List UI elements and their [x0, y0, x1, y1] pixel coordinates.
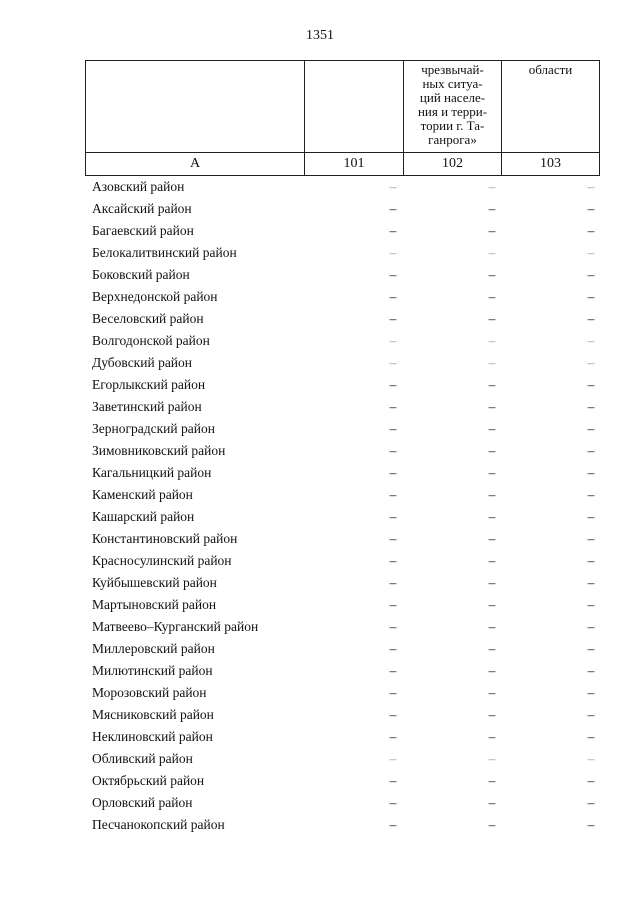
- empty-value-dash: –: [488, 443, 496, 458]
- table-row: [85, 594, 600, 616]
- table-row: [85, 550, 600, 572]
- empty-value-dash: –: [488, 817, 496, 832]
- region-name: Красносулинский район: [92, 553, 232, 568]
- empty-value-dash: –: [587, 487, 595, 502]
- empty-value-dash: –: [389, 685, 397, 700]
- empty-value-dash: –: [389, 311, 397, 326]
- header-line: ния и терри-: [417, 104, 488, 119]
- empty-value-dash: –: [488, 509, 496, 524]
- empty-value-dash: –: [587, 773, 595, 788]
- region-name: Миллеровский район: [92, 641, 215, 656]
- table-row: [85, 374, 600, 396]
- region-name: Кашарский район: [92, 509, 195, 524]
- region-name: Боковский район: [92, 267, 190, 282]
- empty-value-dash: –: [587, 597, 595, 612]
- empty-value-dash: –: [587, 399, 595, 414]
- table-row: [85, 682, 600, 704]
- column-number-102: 102: [404, 153, 502, 175]
- table-row: [85, 528, 600, 550]
- empty-value-dash: –: [488, 267, 496, 282]
- region-name: Зерноградский район: [92, 421, 215, 436]
- region-name: Мясниковский район: [92, 707, 214, 722]
- empty-value-dash: –: [389, 333, 397, 348]
- region-name: Орловский район: [92, 795, 193, 810]
- table-row: [85, 220, 600, 242]
- empty-value-dash: –: [587, 729, 595, 744]
- empty-value-dash: –: [587, 201, 595, 216]
- empty-value-dash: –: [389, 575, 397, 590]
- header-line: ганрога»: [428, 132, 477, 147]
- header-cell-102: [404, 61, 502, 152]
- region-name: Обливский район: [92, 751, 193, 766]
- region-name: Багаевский район: [92, 223, 194, 238]
- table-row: [85, 418, 600, 440]
- empty-value-dash: –: [587, 421, 595, 436]
- empty-value-dash: –: [389, 773, 397, 788]
- empty-value-dash: –: [587, 311, 595, 326]
- table-row: [85, 484, 600, 506]
- region-name: Константиновский район: [92, 531, 238, 546]
- table-row: [85, 198, 600, 220]
- empty-value-dash: –: [587, 333, 595, 348]
- table-row: [85, 286, 600, 308]
- column-number-row: [85, 153, 600, 176]
- empty-value-dash: –: [488, 355, 496, 370]
- empty-value-dash: –: [587, 267, 595, 282]
- empty-value-dash: –: [587, 795, 595, 810]
- empty-value-dash: –: [488, 795, 496, 810]
- empty-value-dash: –: [389, 619, 397, 634]
- empty-value-dash: –: [488, 289, 496, 304]
- table-row: [85, 704, 600, 726]
- region-name: Егорлыкский район: [92, 377, 206, 392]
- region-name: Зимовниковский район: [92, 443, 226, 458]
- empty-value-dash: –: [587, 289, 595, 304]
- region-name: Каменский район: [92, 487, 193, 502]
- empty-value-dash: –: [488, 751, 496, 766]
- region-name: Куйбышевский район: [92, 575, 217, 590]
- column-number-103: 103: [540, 156, 561, 171]
- empty-value-dash: –: [488, 201, 496, 216]
- empty-value-dash: –: [488, 531, 496, 546]
- table-row: [85, 462, 600, 484]
- page-number: 1351: [306, 28, 334, 43]
- empty-value-dash: –: [587, 707, 595, 722]
- empty-value-dash: –: [587, 377, 595, 392]
- empty-value-dash: –: [389, 795, 397, 810]
- empty-value-dash: –: [488, 421, 496, 436]
- table-row: [85, 726, 600, 748]
- empty-value-dash: –: [488, 729, 496, 744]
- empty-value-dash: –: [587, 179, 595, 194]
- empty-value-dash: –: [488, 773, 496, 788]
- empty-value-dash: –: [488, 465, 496, 480]
- region-name: Верхнедонской район: [92, 289, 218, 304]
- empty-value-dash: –: [389, 355, 397, 370]
- table-row: [85, 814, 600, 836]
- empty-value-dash: –: [587, 465, 595, 480]
- region-name: Матвеево–Курганский район: [92, 619, 259, 634]
- column-number-a: А: [86, 153, 305, 175]
- empty-value-dash: –: [488, 179, 496, 194]
- table-row: [85, 792, 600, 814]
- region-name: Неклиновский район: [92, 729, 213, 744]
- empty-value-dash: –: [587, 685, 595, 700]
- table-body: [85, 176, 600, 836]
- table-row: [85, 352, 600, 374]
- region-name: Дубовский район: [92, 355, 193, 370]
- empty-value-dash: –: [587, 531, 595, 546]
- table-row: [85, 264, 600, 286]
- empty-value-dash: –: [587, 509, 595, 524]
- table-row: [85, 770, 600, 792]
- empty-value-dash: –: [488, 377, 496, 392]
- empty-value-dash: –: [488, 685, 496, 700]
- empty-value-dash: –: [587, 575, 595, 590]
- table-row: [85, 506, 600, 528]
- empty-value-dash: –: [587, 751, 595, 766]
- table-row: [85, 748, 600, 770]
- empty-value-dash: –: [488, 619, 496, 634]
- table-row: [85, 572, 600, 594]
- region-name: Веселовский район: [92, 311, 204, 326]
- empty-value-dash: –: [389, 817, 397, 832]
- empty-value-dash: –: [587, 817, 595, 832]
- empty-value-dash: –: [488, 245, 496, 260]
- table-row: [85, 242, 600, 264]
- empty-value-dash: –: [389, 663, 397, 678]
- empty-value-dash: –: [389, 179, 397, 194]
- table-row: [85, 660, 600, 682]
- table-row: [85, 308, 600, 330]
- empty-value-dash: –: [389, 443, 397, 458]
- empty-value-dash: –: [587, 245, 595, 260]
- table-row: [85, 330, 600, 352]
- empty-value-dash: –: [389, 509, 397, 524]
- table-header: [85, 60, 600, 176]
- region-name: Песчанокопский район: [92, 817, 225, 832]
- header-row: [85, 60, 600, 153]
- empty-value-dash: –: [488, 707, 496, 722]
- table-row: [85, 616, 600, 638]
- header-line: ных ситуа-: [422, 76, 483, 91]
- empty-value-dash: –: [389, 729, 397, 744]
- empty-value-dash: –: [389, 751, 397, 766]
- table-row: [85, 396, 600, 418]
- empty-value-dash: –: [389, 399, 397, 414]
- header-cell-name: [86, 61, 305, 152]
- region-name: Мартыновский район: [92, 597, 217, 612]
- header-cell-101: [305, 61, 404, 152]
- empty-value-dash: –: [488, 311, 496, 326]
- empty-value-dash: –: [389, 421, 397, 436]
- empty-value-dash: –: [389, 377, 397, 392]
- empty-value-dash: –: [389, 201, 397, 216]
- region-name: Аксайский район: [92, 201, 192, 216]
- empty-value-dash: –: [389, 289, 397, 304]
- empty-value-dash: –: [488, 575, 496, 590]
- empty-value-dash: –: [389, 223, 397, 238]
- region-name: Заветинский район: [92, 399, 202, 414]
- column-number-101: 101: [305, 153, 404, 175]
- empty-value-dash: –: [488, 223, 496, 238]
- empty-value-dash: –: [389, 531, 397, 546]
- empty-value-dash: –: [488, 399, 496, 414]
- region-name: Белокалитвинский район: [92, 245, 237, 260]
- region-name: Милютинский район: [92, 663, 213, 678]
- empty-value-dash: –: [389, 487, 397, 502]
- empty-value-dash: –: [488, 487, 496, 502]
- header-line: тории г. Та-: [420, 118, 485, 133]
- empty-value-dash: –: [488, 333, 496, 348]
- empty-value-dash: –: [389, 465, 397, 480]
- empty-value-dash: –: [587, 553, 595, 568]
- empty-value-dash: –: [389, 707, 397, 722]
- empty-value-dash: –: [389, 245, 397, 260]
- table-row: [85, 440, 600, 462]
- region-name: Волгодонской район: [92, 333, 210, 348]
- empty-value-dash: –: [389, 597, 397, 612]
- empty-value-dash: –: [587, 223, 595, 238]
- empty-value-dash: –: [488, 641, 496, 656]
- header-line: ций населе-: [419, 90, 486, 105]
- region-name: Кагальницкий район: [92, 465, 212, 480]
- header-line: чрезвычай-: [421, 62, 484, 77]
- empty-value-dash: –: [587, 663, 595, 678]
- empty-value-dash: –: [389, 641, 397, 656]
- empty-value-dash: –: [587, 443, 595, 458]
- empty-value-dash: –: [389, 267, 397, 282]
- empty-value-dash: –: [587, 355, 595, 370]
- region-name: Азовский район: [92, 179, 185, 194]
- empty-value-dash: –: [488, 597, 496, 612]
- empty-value-dash: –: [587, 641, 595, 656]
- empty-value-dash: –: [488, 553, 496, 568]
- region-name: Морозовский район: [92, 685, 207, 700]
- empty-value-dash: –: [587, 619, 595, 634]
- empty-value-dash: –: [488, 663, 496, 678]
- empty-value-dash: –: [389, 553, 397, 568]
- header-cell-103: области: [528, 62, 573, 77]
- table-row: [85, 638, 600, 660]
- table-row: [85, 176, 600, 198]
- region-name: Октябрьский район: [92, 773, 205, 788]
